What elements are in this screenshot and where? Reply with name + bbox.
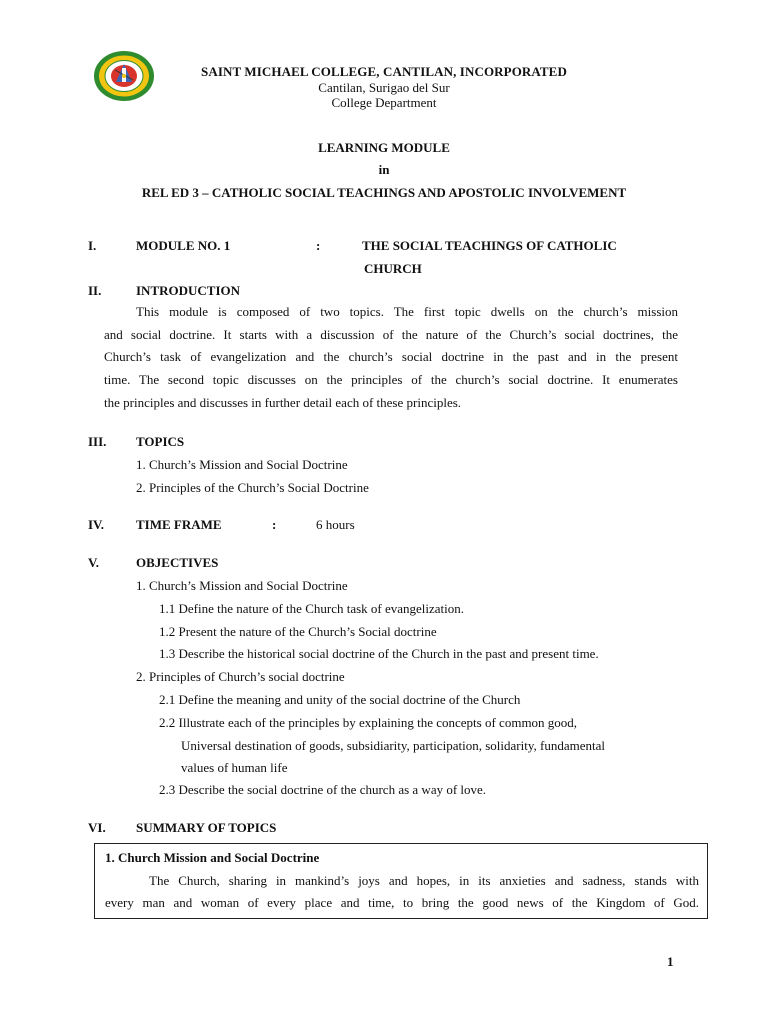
section-2-numeral: II. <box>88 283 102 298</box>
section-6-label: SUMMARY OF TOPICS <box>136 820 277 835</box>
section-5-numeral: V. <box>88 555 99 570</box>
objective-subitem: 1.3 Describe the historical social doctrine of the Church in the past and present time. <box>159 646 599 661</box>
section-6-numeral: VI. <box>88 820 106 835</box>
objective-subitem: 2.1 Define the meaning and unity of the social doctrine of the Church <box>159 692 521 707</box>
objective-subitem-continued: values of human life <box>181 760 288 775</box>
section-4-colon: : <box>272 517 277 532</box>
time-frame-value: 6 hours <box>316 517 355 532</box>
intro-line: time. The second topic discusses on the principles of the church’s social doctrine. It enumerates <box>104 372 678 388</box>
objective-subitem: 2.2 Illustrate each of the principles by explaining the concepts of common good, <box>159 715 578 730</box>
section-1-colon: : <box>316 238 321 253</box>
intro-line: This module is composed of two topics. The first topic dwells on the church’s mission <box>136 304 678 319</box>
section-2-label: INTRODUCTION <box>136 283 241 298</box>
objective-subitem-continued: Universal destination of goods, subsidiarity, participation, solidarity, fundamental <box>181 738 605 753</box>
section-1-numeral: I. <box>88 238 97 253</box>
summary-box-line: The Church, sharing in mankind’s joys and hopes, in its anxieties and sadness, stands with <box>149 873 699 888</box>
section-5-label: OBJECTIVES <box>136 555 219 570</box>
school-name: SAINT MICHAEL COLLEGE, CANTILAN, INCORPORATED <box>201 64 567 79</box>
objective-item: 1. Church’s Mission and Social Doctrine <box>136 578 348 593</box>
intro-line: the principles and discusses in further detail each of these principles. <box>104 394 462 410</box>
section-1-value-line2: CHURCH <box>364 261 422 276</box>
summary-box-line: every man and woman of every place and time, to bring the good news of the Kingdom of God. <box>105 895 699 910</box>
page-number: 1 <box>667 954 674 969</box>
objective-subitem: 1.2 Present the nature of the Church’s Social doctrine <box>159 624 437 639</box>
module-heading: LEARNING MODULE <box>318 140 450 155</box>
section-3-label: TOPICS <box>136 434 185 449</box>
section-3-numeral: III. <box>88 434 107 449</box>
section-1-value-line1: THE SOCIAL TEACHINGS OF CATHOLIC <box>362 238 617 253</box>
section-4-label: TIME FRAME <box>136 517 222 532</box>
introduction-paragraph <box>104 301 678 414</box>
objective-subitem: 1.1 Define the nature of the Church task of evangelization. <box>159 601 465 616</box>
topic-item: 2. Principles of the Church’s Social Doctrine <box>136 480 369 495</box>
intro-line: and social doctrine. It starts with a discussion of the nature of the Church’s social doctrines, the <box>104 326 678 342</box>
section-1-label: MODULE NO. 1 <box>136 238 231 253</box>
topic-item: 1. Church’s Mission and Social Doctrine <box>136 457 348 472</box>
course-title: REL ED 3 – CATHOLIC SOCIAL TEACHINGS AND APOSTOLIC INVOLVEMENT <box>141 185 627 200</box>
department-name: College Department <box>331 95 437 110</box>
objective-subitem: 2.3 Describe the social doctrine of the church as a way of love. <box>159 782 487 797</box>
objective-item: 2. Principles of Church’s social doctrine <box>136 669 345 684</box>
school-address: Cantilan, Surigao del Sur <box>318 80 450 95</box>
section-4-numeral: IV. <box>88 517 105 532</box>
intro-line: Church’s task of evangelization and the church’s social doctrine in the past and in the present <box>104 349 678 365</box>
summary-box <box>94 843 708 919</box>
summary-box-title: 1. Church Mission and Social Doctrine <box>105 850 320 865</box>
module-heading-in: in <box>378 162 390 177</box>
